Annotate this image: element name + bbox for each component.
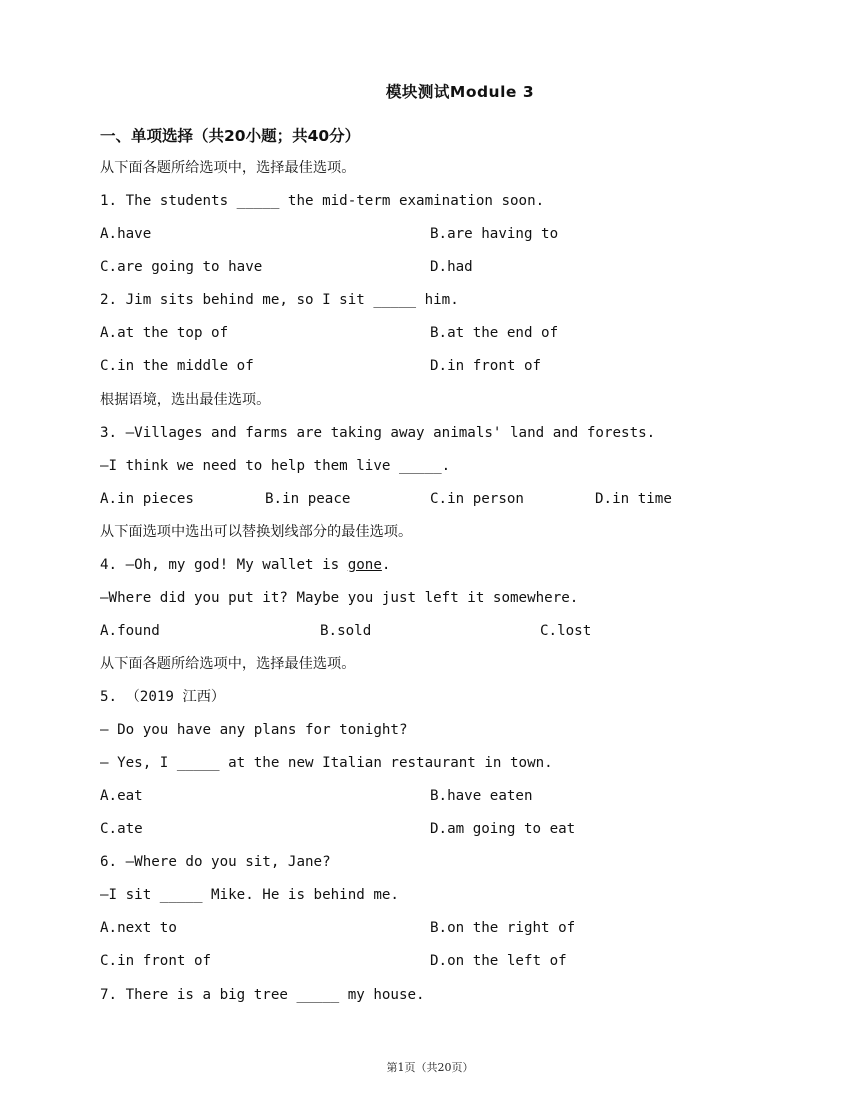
question-5-line-2: — Yes, I _____ at the new Italian restaurant in town. [100, 755, 553, 771]
q2-option-d: D.in front of [430, 358, 542, 374]
instruction-text: 从下面选项中选出可以替换划线部分的最佳选项。 [100, 524, 413, 540]
q3-option-b: B.in peace [265, 491, 351, 507]
q1-option-d: D.had [430, 259, 473, 275]
q2-option-b: B.at the end of [430, 325, 559, 341]
q4-option-a: A.found [100, 623, 160, 639]
q5-option-d: D.am going to eat [430, 821, 576, 837]
question-6-line-1: 6. —Where do you sit, Jane? [100, 854, 331, 870]
instruction-text: 根据语境，选出最佳选项。 [100, 392, 271, 408]
q3-option-c: C.in person [430, 491, 524, 507]
q4-text-after: . [381, 557, 391, 573]
underlined-word: gone [347, 557, 382, 573]
question-4-line-2: —Where did you put it? Maybe you just left it somewhere. [100, 590, 579, 606]
q4-option-b: B.sold [320, 623, 372, 639]
q6-option-b: B.on the right of [430, 920, 576, 936]
q6-option-a: A.next to [100, 920, 177, 936]
q5-option-b: B.have eaten [430, 788, 533, 804]
q5-option-a: A.eat [100, 788, 143, 804]
q5-option-c: C.ate [100, 821, 143, 837]
q3-option-d: D.in time [595, 491, 672, 507]
question-5-source: 5. （2019 江西） [100, 689, 226, 705]
q2-option-a: A.at the top of [100, 325, 229, 341]
page-title: 模块测试Module 3 [385, 83, 535, 101]
question-3-line-1: 3. —Villages and farms are taking away animals' land and forests. [100, 425, 656, 441]
q1-option-a: A.have [100, 226, 152, 242]
question-6-line-2: —I sit _____ Mike. He is behind me. [100, 887, 399, 903]
instruction-text: 从下面各题所给选项中，选择最佳选项。 [100, 160, 356, 176]
section-heading: 一、单项选择（共20小题；共40分） [100, 127, 361, 145]
q4-text-before: 4. —Oh, my god! My wallet is [100, 557, 348, 573]
page-footer: 第1页（共20页） [386, 1061, 474, 1074]
question-7-stem: 7. There is a big tree _____ my house. [100, 987, 425, 1003]
q6-option-d: D.on the left of [430, 953, 567, 969]
q1-option-c: C.are going to have [100, 259, 263, 275]
q1-option-b: B.are having to [430, 226, 559, 242]
instruction-text: 从下面各题所给选项中，选择最佳选项。 [100, 656, 356, 672]
question-5-line-1: — Do you have any plans for tonight? [100, 722, 408, 738]
question-3-line-2: —I think we need to help them live _____. [100, 458, 451, 474]
q4-option-c: C.lost [540, 623, 592, 639]
q6-option-c: C.in front of [100, 953, 212, 969]
q2-option-c: C.in the middle of [100, 358, 254, 374]
q3-option-a: A.in pieces [100, 491, 194, 507]
question-2-stem: 2. Jim sits behind me, so I sit _____ him. [100, 292, 459, 308]
question-4-line-1 [100, 555, 390, 575]
question-1-stem: 1. The students _____ the mid-term examination soon. [100, 193, 545, 209]
